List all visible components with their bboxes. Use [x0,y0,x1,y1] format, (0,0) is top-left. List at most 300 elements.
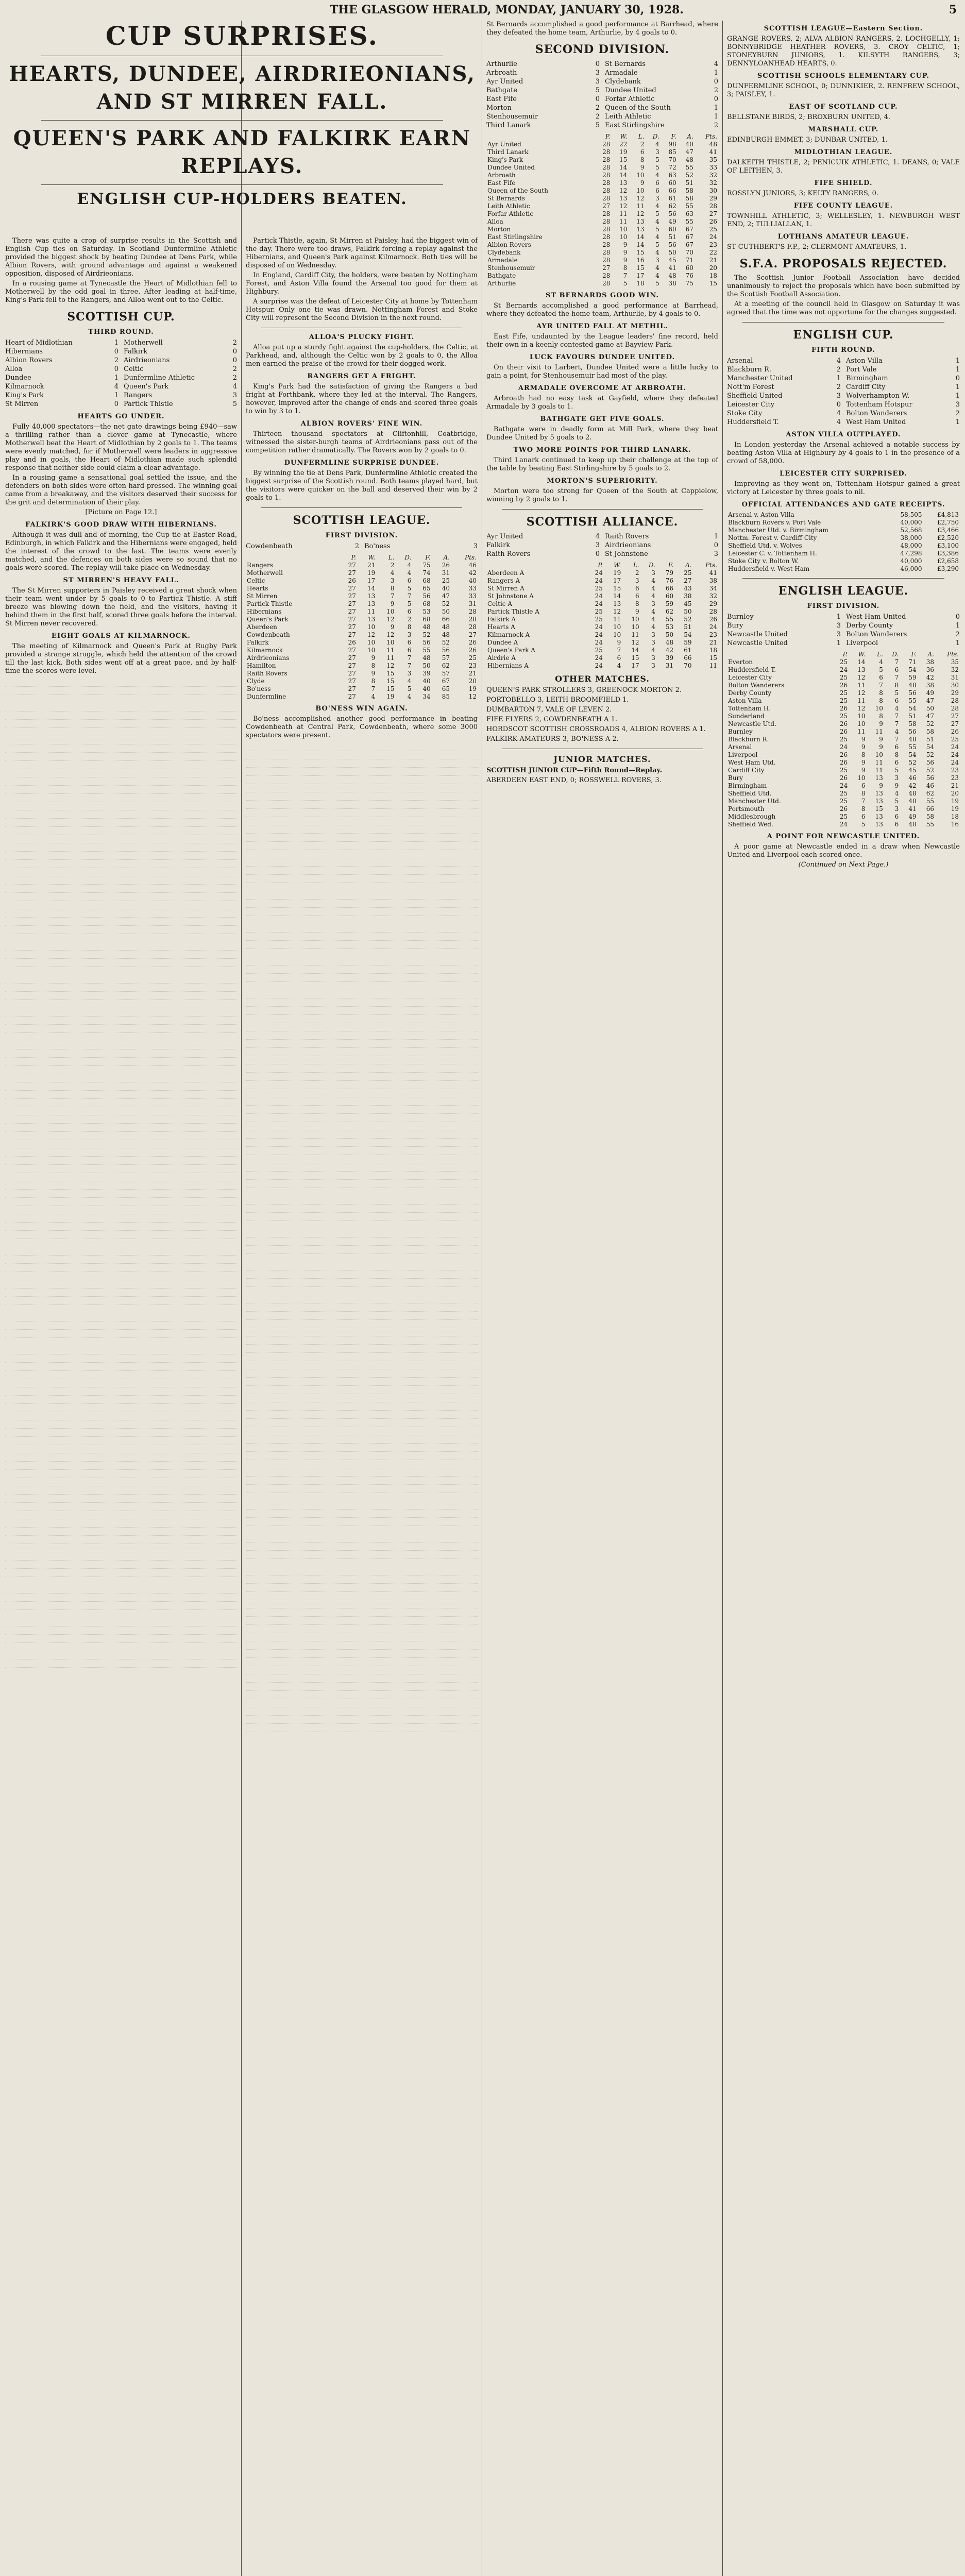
stat-cell: 11 [636,202,645,210]
article-heading: OFFICIAL ATTENDANCES AND GATE RECEIPTS. [741,501,945,509]
team-name: Bo'ness [247,685,271,692]
result-row [5,356,237,365]
stat-cell: 47 [926,713,935,720]
text-line [246,1460,478,1468]
text-line [5,918,237,926]
team-name: Derby County [728,689,772,697]
text-line [246,1641,478,1650]
stat-cell: 8 [407,623,412,631]
stat-cell: 17 [367,577,376,584]
result-row [486,86,718,95]
away-team: Armadale [605,69,638,77]
stat-cell: 30 [709,187,717,194]
stat-cell: 9 [894,782,899,789]
away-team: Airdrieonians [124,357,170,364]
text-line [5,810,237,819]
table-row [486,616,718,623]
stat-cell: 20 [951,790,959,797]
stat-cell: 59 [665,600,674,607]
stat-cell: 28 [602,241,611,248]
table-row [486,141,718,148]
text-line [246,834,478,842]
home-score: 0 [595,95,600,103]
text-line [246,1303,478,1312]
table-row [486,631,718,639]
text-line [5,951,237,959]
text-line [246,776,478,784]
stat-cell: 71 [908,658,917,666]
column-2 [246,237,478,2576]
other-matches-heading: OTHER MATCHES. [555,674,650,684]
column-4 [727,21,960,2576]
text-line [246,1650,478,1658]
text-line [246,982,478,990]
stat-cell: 55 [908,697,917,704]
away-team: West Ham United [846,418,906,426]
stat-cell: 8 [879,697,883,704]
other-matches-list [486,686,718,743]
stat-cell: 46 [926,782,935,789]
text-line [246,900,478,908]
stat-cell: 28 [602,148,611,156]
text-line [246,1559,478,1567]
text-line [5,1626,237,1635]
text-line [5,1486,237,1495]
text-line [5,1206,237,1214]
article-heading: ARMADALE OVERCOME AT ARBROATH. [518,384,687,392]
stat-cell: 55 [908,743,917,751]
away-score: 2 [714,122,718,129]
text-line [246,1683,478,1691]
stat-cell: 10 [367,623,376,631]
home-score: 1 [114,392,118,399]
stat-cell: 48 [665,639,674,646]
match-name: Nottm. Forest v. Cardiff City [728,534,817,541]
text-line [246,768,478,776]
stat-cell: 9 [390,623,395,631]
stat-cell: 9 [371,670,376,677]
home-team: Bathgate [486,87,517,94]
text-line [246,867,478,875]
stat-cell: 8 [861,790,866,797]
article-heading: LEICESTER CITY SURPRISED. [780,470,907,478]
stat-cell: 19 [367,569,376,577]
stat-cell: 19 [951,798,959,805]
stat-cell: 47 [442,592,450,600]
article-heading: MIDLOTHIAN LEAGUE. [794,148,893,156]
intro-paragraph: In England, Cardiff City, the holders, were beaten by Nottingham Forest, and Aston Villa found the Arsenal too good for them at Highbury. [246,272,478,296]
stat-cell: 40 [468,577,477,584]
stat-cell: 70 [684,662,692,669]
stat-cell: 24 [595,631,603,638]
text-line [5,703,237,711]
text-line [246,1246,478,1254]
stat-cell: 27 [348,592,356,600]
table-row [727,674,960,682]
stat-cell: 27 [348,647,356,654]
text-line [246,1328,478,1336]
home-team: Alloa [5,365,23,373]
stat-cell: 12 [619,187,628,194]
text-line [246,1402,478,1411]
away-team: Queen of the South [605,104,671,112]
stat-cell: 3 [651,662,655,669]
stat-cell: 4 [655,202,659,210]
stat-cell: 26 [839,759,848,766]
article-paragraph: The St Mirren supporters in Paisley received a great shock when their team went under by 5 goals to 0 to Partick Thistle. A stiff breeze was blowing down the field, and the visitors, having it behind them in the first half, scored three goals before the interval. St Mirren never recovered. [5,587,237,628]
stat-cell: 25 [595,608,603,615]
text-line [5,1363,237,1371]
column-rule [722,21,723,2576]
stat-cell: 25 [709,226,717,233]
column-header: L. [388,554,395,561]
team-name: Leith Athletic [487,202,530,210]
stat-cell: 40 [908,798,917,805]
stat-cell: 26 [839,705,848,712]
team-name: Queen's Park A [487,647,535,654]
stat-cell: 54 [926,743,935,751]
text-line [246,1600,478,1608]
stat-cell: 10 [386,608,395,615]
first-division-heading: FIRST DIVISION. [807,602,880,610]
stat-cell: 52 [684,616,692,623]
home-score: 1 [114,374,118,382]
stat-cell: 3 [407,631,412,638]
stat-cell: 24 [595,577,603,584]
stat-cell: 56 [442,647,450,654]
article-heading: MARSHALL CUP. [808,126,879,133]
stat-cell: 12 [367,631,376,638]
team-name: Sheffield Utd. [728,790,772,797]
stat-cell: 14 [613,592,621,600]
stat-cell: 35 [709,156,717,163]
team-name: Arbroath [487,172,516,179]
article-paragraph: Morton were too strong for Queen of the South at Cappielow, winning by 2 goals to 1. [486,487,718,503]
stat-cell: 27 [602,202,611,210]
stat-cell: 2 [635,569,639,577]
text-line [5,1643,237,1651]
stat-cell: 38 [926,682,935,689]
article-paragraph: Improving as they went on, Tottenham Hotspur gained a great victory at Leicester by three goals to nil. [727,480,960,496]
stat-cell: 19 [468,685,477,692]
picture-note: [Picture on Page 12.] [85,509,157,516]
text-line [5,975,237,984]
stat-cell: 2 [390,562,395,569]
text-line [246,1073,478,1081]
text-line [5,1214,237,1223]
text-line [246,1229,478,1238]
text-line [5,1115,237,1124]
team-name: Manchester Utd. [728,798,781,805]
stat-cell: 47 [685,148,693,156]
text-line [246,1427,478,1435]
stat-cell: 32 [709,592,717,600]
stat-cell: 5 [407,585,412,592]
stat-cell: 36 [926,666,935,673]
text-line [246,858,478,867]
stat-cell: 13 [875,790,883,797]
stat-cell: 12 [619,202,628,210]
home-team: Albion Rovers [5,357,53,364]
table-row [246,677,478,685]
stat-cell: 50 [926,705,935,712]
stat-cell: 51 [684,623,692,631]
stat-cell: 25 [468,654,477,662]
junior-cup-line: SCOTTISH JUNIOR CUP—Fifth Round—Replay. [486,767,663,774]
text-line [5,1569,237,1577]
table-row [486,233,718,241]
stat-cell: £3,386 [937,550,959,557]
second-division-table [486,133,718,287]
stat-cell: 33 [468,585,477,592]
stat-cell: 28 [602,179,611,187]
home-team: Newcastle United [727,639,788,647]
stat-cell: 6 [894,813,899,820]
table-row [246,623,478,631]
table-row [727,658,960,666]
result-row [727,392,960,400]
stat-cell: 26 [348,639,356,646]
text-line [246,1270,478,1279]
stat-cell: 15 [875,805,883,812]
stat-cell: 8 [623,264,628,272]
table-row [727,728,960,736]
stat-cell: 34 [422,693,431,700]
team-name: Partick Thistle [247,600,293,607]
stat-cell: 50 [684,608,692,615]
team-name: Huddersfield T. [728,666,776,673]
stat-cell: 19 [619,148,628,156]
result-row [5,347,237,356]
stat-cell: 29 [709,600,717,607]
result-row [486,532,718,541]
results-list: GRANGE ROVERS, 2; ALVA ALBION RANGERS, 2. LOCHGELLY, 1; BONNYBRIDGE HEATHER ROVERS, 3. CROY CELTIC, 1; STONEYBURN JUNIORS, 1. KILSYTH RANGERS, 3; DENNYLOANHEAD HEARTS, 0. [727,35,960,67]
stat-cell: 48 [908,682,917,689]
page-number: 5 [949,3,957,16]
text-line [5,1528,237,1536]
home-team: Arsenal [727,357,753,365]
text-line [5,1305,237,1313]
column-3 [486,21,718,2576]
stat-cell: 25 [595,647,603,654]
stat-cell: 22 [709,249,717,256]
text-line [246,1031,478,1040]
text-line [246,1122,478,1130]
team-name: Everton [728,658,753,666]
stat-cell: 11 [875,759,883,766]
text-line [5,860,237,868]
stat-cell: 12 [613,608,621,615]
stat-cell: 45 [668,257,676,264]
stat-cell: 8 [390,585,395,592]
article-paragraph: Fully 40,000 spectators—the net gate drawings being £940—saw a thrilling rather than a clever game at Tynecastle, where Motherwell beat the Heart of Midlothian by 2 goals to 1. The teams were evenly matched, for if Motherwell were leaders in aggressive play and in goals, the Heart of Midlothian made such splendid response that neither side could claim a clear advantage. [5,423,237,472]
team-name: Ayr United [487,141,521,148]
article-heading: DUNFERMLINE SURPRISE DUNDEE. [284,459,439,467]
result-row [727,383,960,392]
result-row [486,550,718,558]
stat-cell: 4 [655,218,659,225]
column-header [727,651,831,658]
text-line [5,1132,237,1140]
stat-cell: 7 [407,662,412,669]
team-name: Stenhousemuir [487,264,535,272]
stat-cell: 28 [602,272,611,279]
stat-cell: 28 [468,623,477,631]
team-name: Dunfermline [247,693,286,700]
text-line [5,1239,237,1247]
stat-cell: 16 [636,257,645,264]
column-header: W. [368,554,376,561]
stat-cell: 42 [908,782,917,789]
team-name: Third Lanark [487,148,529,156]
stat-cell: 76 [665,577,674,584]
stat-cell: 62 [926,790,935,797]
stat-cell: 13 [613,600,621,607]
home-score: 0 [595,60,600,68]
text-line [5,1082,237,1091]
stat-cell: 63 [668,172,676,179]
column-header: F. [425,554,431,561]
stat-cell: 32 [709,172,717,179]
stat-cell: 52,568 [900,527,922,534]
other-match-line: HORDSCOT SCOTTISH CROSSROADS 4, ALBION ROVERS A 1. [486,725,706,733]
text-line [246,1155,478,1163]
stat-cell: £2,750 [937,519,959,526]
stat-cell: 9 [879,743,883,751]
text-line [5,1256,237,1264]
text-line [246,1353,478,1361]
stat-cell: 23 [709,241,717,248]
stat-cell: 28 [468,616,477,623]
column-header: F. [668,562,674,569]
away-score: 2 [232,365,237,373]
stat-cell: 11 [875,767,883,774]
stat-cell: 2 [407,616,412,623]
result-row [486,112,718,121]
table-row [246,685,478,693]
table-row [486,592,718,600]
team-name: Queen of the South [487,187,548,194]
stat-cell: 17 [636,272,645,279]
text-line [5,1618,237,1626]
stat-cell: 52 [442,600,450,607]
team-name: Rangers A [487,577,520,584]
stat-cell: 7 [861,798,866,805]
stat-cell: 28 [602,172,611,179]
column-header: P. [842,651,848,658]
text-line [246,1345,478,1353]
stat-cell: 7 [894,713,899,720]
english-cup-heading: ENGLISH CUP. [793,328,894,342]
stat-cell: 4 [894,728,899,735]
stat-cell: 38 [668,280,676,287]
stat-cell: 56 [422,639,431,646]
stat-cell: 15 [386,677,395,685]
result-row [5,374,237,382]
stat-cell: 7 [390,592,395,600]
text-line [5,1544,237,1552]
text-fill [5,679,237,1668]
divider [742,322,944,323]
team-name: Sheffield Wed. [728,821,773,828]
stat-cell: 58 [685,195,693,202]
home-team: Huddersfield T. [727,418,779,426]
text-line [246,1724,478,1732]
stat-cell: 5 [894,689,899,697]
article-heading: SCOTTISH SCHOOLS ELEMENTARY CUP. [757,72,930,80]
stat-cell: 7 [894,674,899,681]
stat-cell: 25 [839,798,848,805]
away-team: Dundee United [605,87,656,94]
home-team: Stenhousemuir [486,113,538,121]
article-paragraph: King's Park had the satisfaction of giving the Rangers a bad fright at Forthbank, where they led at the interval. The Rangers, however, improved after the change of ends and scored three goals to win by 3 to 1. [246,383,478,415]
stat-cell: 26 [839,774,848,782]
stat-cell: 12 [636,210,645,217]
stat-cell: 47,298 [900,550,922,557]
stat-cell: 13 [367,600,376,607]
home-team: Ayr United [486,533,523,540]
stat-cell: 61 [668,195,676,202]
article-heading: AYR UNITED FALL AT METHIL. [536,323,668,330]
stat-cell: 3 [407,670,412,677]
home-score: 4 [114,383,118,391]
article-heading: ALBION ROVERS' FINE WIN. [300,420,423,428]
team-name: Bury [728,774,743,782]
table-row [727,743,960,751]
divider [261,507,462,508]
stat-cell: 66 [926,805,935,812]
stat-cell: 8 [879,713,883,720]
stat-cell: 26 [348,577,356,584]
stat-cell: £3,466 [937,527,959,534]
table-row [727,774,960,782]
stat-cell: 47 [926,697,935,704]
result-row [727,621,960,630]
stat-cell: 7 [894,658,899,666]
results-list: EDINBURGH EMMET, 3; DUNBAR UNITED, 1. [727,136,888,144]
column-header: L. [633,562,639,569]
text-line [246,1287,478,1295]
stat-cell: 21 [468,670,477,677]
stat-cell: 4 [894,790,899,797]
table-row [727,565,960,573]
away-score: 2 [232,339,237,347]
away-team: Clydebank [605,78,641,86]
stat-cell: 25 [839,813,848,820]
stat-cell: 4 [390,569,395,577]
text-line [5,1008,237,1016]
stat-cell: 11 [619,210,628,217]
results-list: DALKEITH THISTLE, 2; PENICUIK ATHLETIC, 1. DEANS, 0; VALE OF LEITHEN, 3. [727,159,960,175]
away-score: 0 [955,375,960,382]
text-line [246,1213,478,1221]
text-line [5,1066,237,1074]
text-line [246,1114,478,1122]
match-name: Huddersfield v. West Ham [728,565,810,572]
table-row [727,713,960,720]
stat-cell: 41 [709,569,717,577]
results-list: ST CUTHBERT'S F.P., 2; CLERMONT AMATEURS, 1. [727,243,907,251]
text-line [246,1254,478,1262]
stat-cell: 55 [685,164,693,171]
text-line [5,984,237,992]
table-row [486,600,718,608]
text-line [5,1437,237,1445]
stat-cell: 8 [371,662,376,669]
article-paragraph: Bo'ness accomplished another good performance in beating Cowdenbeath at Central Park, Cowdenbeath, where some 3000 spectators were present. [246,715,478,739]
table-row [486,280,718,287]
away-team: St Bernards [605,60,646,68]
